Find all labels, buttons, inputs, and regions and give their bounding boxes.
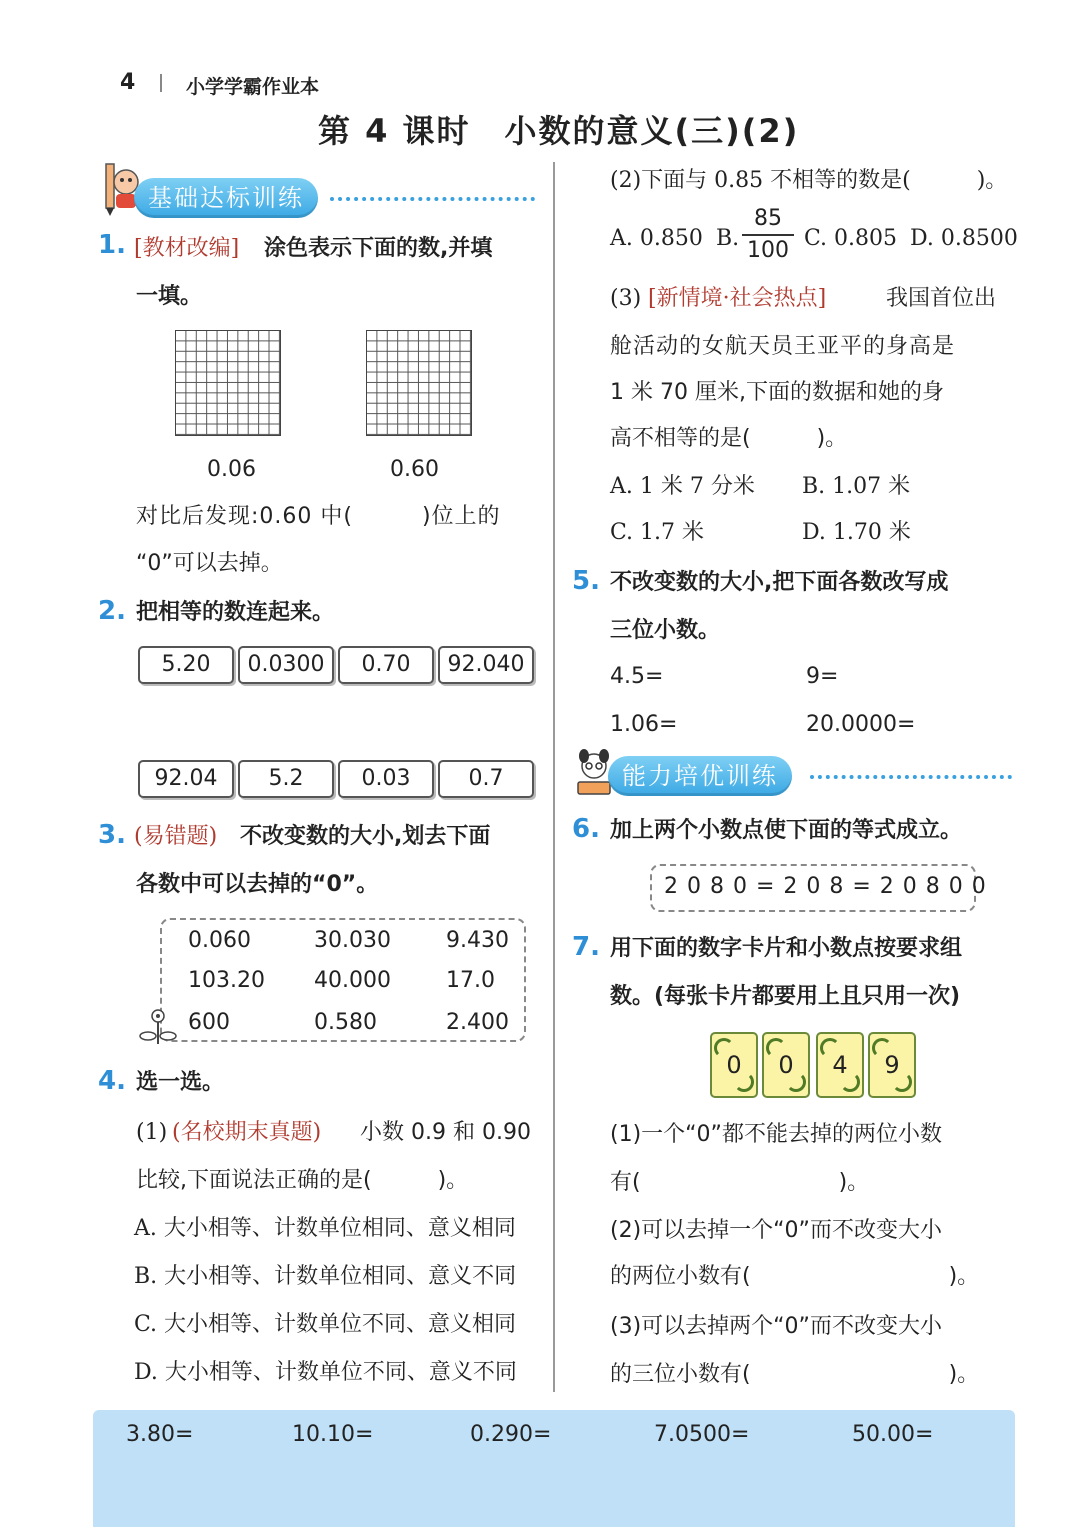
table-cell[interactable]: 9.430 (446, 928, 509, 953)
number-box[interactable]: 5.2 (238, 760, 334, 798)
strip-item[interactable]: 50.00= (852, 1422, 934, 1447)
choice-option[interactable]: D. 大小相等、计数单位不同、意义不同 (134, 1360, 517, 1385)
digit-card[interactable]: 9 (868, 1032, 916, 1098)
choice-option[interactable]: B. (716, 226, 740, 251)
choice-option[interactable]: A. 大小相等、计数单位相同、意义相同 (134, 1216, 516, 1241)
book-title: 小学学霸作业本 (186, 76, 320, 98)
grid-label: 0.06 (207, 457, 256, 482)
equation[interactable]: 2 0 8 0 = 2 0 8 = 2 0 8 0 0 (664, 874, 987, 899)
sub-question-text: 的三位小数有( )。 (610, 1362, 980, 1387)
strip-item[interactable]: 0.290= (470, 1422, 552, 1447)
sub-question-prefix: (1) (136, 1120, 168, 1145)
fraction-denominator: 100 (747, 238, 789, 263)
choice-option[interactable]: B. 大小相等、计数单位相同、意义不同 (134, 1264, 517, 1289)
question-number: 4. (98, 1066, 126, 1096)
column-divider (553, 162, 555, 1392)
banner-dots (810, 775, 1012, 779)
strip-item[interactable]: 7.0500= (654, 1422, 750, 1447)
hundred-grid[interactable] (366, 330, 472, 436)
question-number: 6. (572, 814, 600, 844)
choice-option[interactable]: D. 1.70 米 (802, 520, 911, 545)
sub-question-text: 我国首位出 (886, 286, 997, 311)
sub-question-text: (3)可以去掉两个“0”而不改变大小 (610, 1314, 942, 1339)
sub-question-text: (2)下面与 0.85 不相等的数是( )。 (610, 168, 1008, 193)
choice-option[interactable]: D. 0.8500 (910, 226, 1018, 251)
fraction-numerator: 85 (754, 206, 782, 231)
question-text: 各数中可以去掉的“0”。 (136, 872, 379, 897)
question-number: 2. (98, 596, 126, 626)
choice-option[interactable]: C. 1.7 米 (610, 520, 705, 545)
choice-option[interactable]: A. 1 米 7 分米 (610, 474, 755, 499)
number-box[interactable]: 0.0300 (238, 646, 334, 684)
number-box[interactable]: 92.04 (138, 760, 234, 798)
banner-dots (330, 197, 535, 201)
compare-text: 对比后发现:0.60 中( )位上的 (136, 504, 501, 529)
section-banner-basic: 基础达标训练 (134, 178, 318, 218)
page-number: 4 (120, 70, 136, 95)
question-text: 数。(每张卡片都要用上且只用一次) (610, 984, 961, 1009)
fraction[interactable] (742, 206, 794, 264)
digit-card[interactable]: 0 (762, 1032, 810, 1098)
question-text: 把相等的数连起来。 (136, 600, 335, 625)
table-cell[interactable]: 600 (188, 1010, 230, 1035)
sub-question-text: 有( )。 (610, 1170, 870, 1195)
lesson-title: 第 4 课时 小数的意义(三)(2) (318, 112, 800, 150)
number-box[interactable]: 0.70 (338, 646, 434, 684)
question-text: 不改变数的大小,划去下面 (240, 824, 491, 849)
table-cell[interactable]: 0.580 (314, 1010, 377, 1035)
table-cell[interactable]: 17.0 (446, 968, 495, 993)
question-text: 不改变数的大小,把下面各数改写成 (610, 570, 949, 595)
number-box[interactable]: 92.040 (438, 646, 534, 684)
question-tag: [新情境·社会热点] (648, 286, 827, 311)
sub-question-text: 高不相等的是( )。 (610, 426, 848, 451)
choice-option[interactable]: C. 大小相等、计数单位不同、意义相同 (134, 1312, 517, 1337)
flower-icon (136, 1006, 180, 1046)
question-text: 涂色表示下面的数,并填 (264, 236, 493, 261)
sub-question-text: 的两位小数有( )。 (610, 1264, 980, 1289)
question-tag: (名校期末真题) (172, 1120, 322, 1145)
table-cell[interactable]: 0.060 (188, 928, 251, 953)
table-cell[interactable]: 103.20 (188, 968, 265, 993)
compare-text: “0”可以去掉。 (136, 551, 283, 576)
question-text: 三位小数。 (610, 618, 721, 643)
question-tag: [教材改编] (134, 236, 240, 261)
number-box[interactable]: 5.20 (138, 646, 234, 684)
strip-item[interactable]: 10.10= (292, 1422, 374, 1447)
question-text: 加上两个小数点使下面的等式成立。 (610, 818, 963, 843)
rewrite-item[interactable]: 1.06= (610, 712, 678, 737)
choice-option[interactable]: B. 1.07 米 (802, 474, 911, 499)
sub-question-text: 舱活动的女航天员王亚平的身高是 (610, 334, 956, 359)
table-cell[interactable]: 30.030 (314, 928, 391, 953)
digit-card[interactable]: 4 (816, 1032, 864, 1098)
sub-question-text: 1 米 70 厘米,下面的数据和她的身 (610, 380, 944, 405)
digit-card[interactable]: 0 (710, 1032, 758, 1098)
question-tag: (易错题) (134, 824, 218, 849)
header-divider (160, 74, 162, 92)
question-text: 一填。 (136, 284, 203, 309)
rewrite-item[interactable]: 20.0000= (806, 712, 916, 737)
sub-question-text: (2)可以去掉一个“0”而不改变大小 (610, 1218, 942, 1243)
number-box[interactable]: 0.03 (338, 760, 434, 798)
rewrite-item[interactable]: 4.5= (610, 664, 664, 689)
table-cell[interactable]: 2.400 (446, 1010, 509, 1035)
question-number: 5. (572, 566, 600, 596)
sub-question-text: (1)一个“0”都不能去掉的两位小数 (610, 1122, 942, 1147)
grid-label: 0.60 (390, 457, 439, 482)
hundred-grid[interactable] (175, 330, 281, 436)
number-box[interactable]: 0.7 (438, 760, 534, 798)
question-number: 1. (98, 230, 126, 260)
table-cell[interactable]: 40.000 (314, 968, 391, 993)
fraction-bar (742, 234, 794, 236)
question-text: 用下面的数字卡片和小数点按要求组 (610, 936, 963, 961)
question-number: 3. (98, 820, 126, 850)
section-banner-advanced: 能力培优训练 (608, 756, 792, 796)
question-number: 7. (572, 932, 600, 962)
rewrite-item[interactable]: 9= (806, 664, 839, 689)
sub-question-prefix: (3) (610, 286, 642, 311)
choice-option[interactable]: A. 0.850 (610, 226, 703, 251)
choice-option[interactable]: C. 0.805 (804, 226, 898, 251)
strip-item[interactable]: 3.80= (126, 1422, 194, 1447)
sub-question-text: 小数 0.9 和 0.90 (360, 1120, 531, 1145)
sub-question-text: 比较,下面说法正确的是( )。 (136, 1168, 469, 1193)
question-text: 选一选。 (136, 1070, 225, 1095)
